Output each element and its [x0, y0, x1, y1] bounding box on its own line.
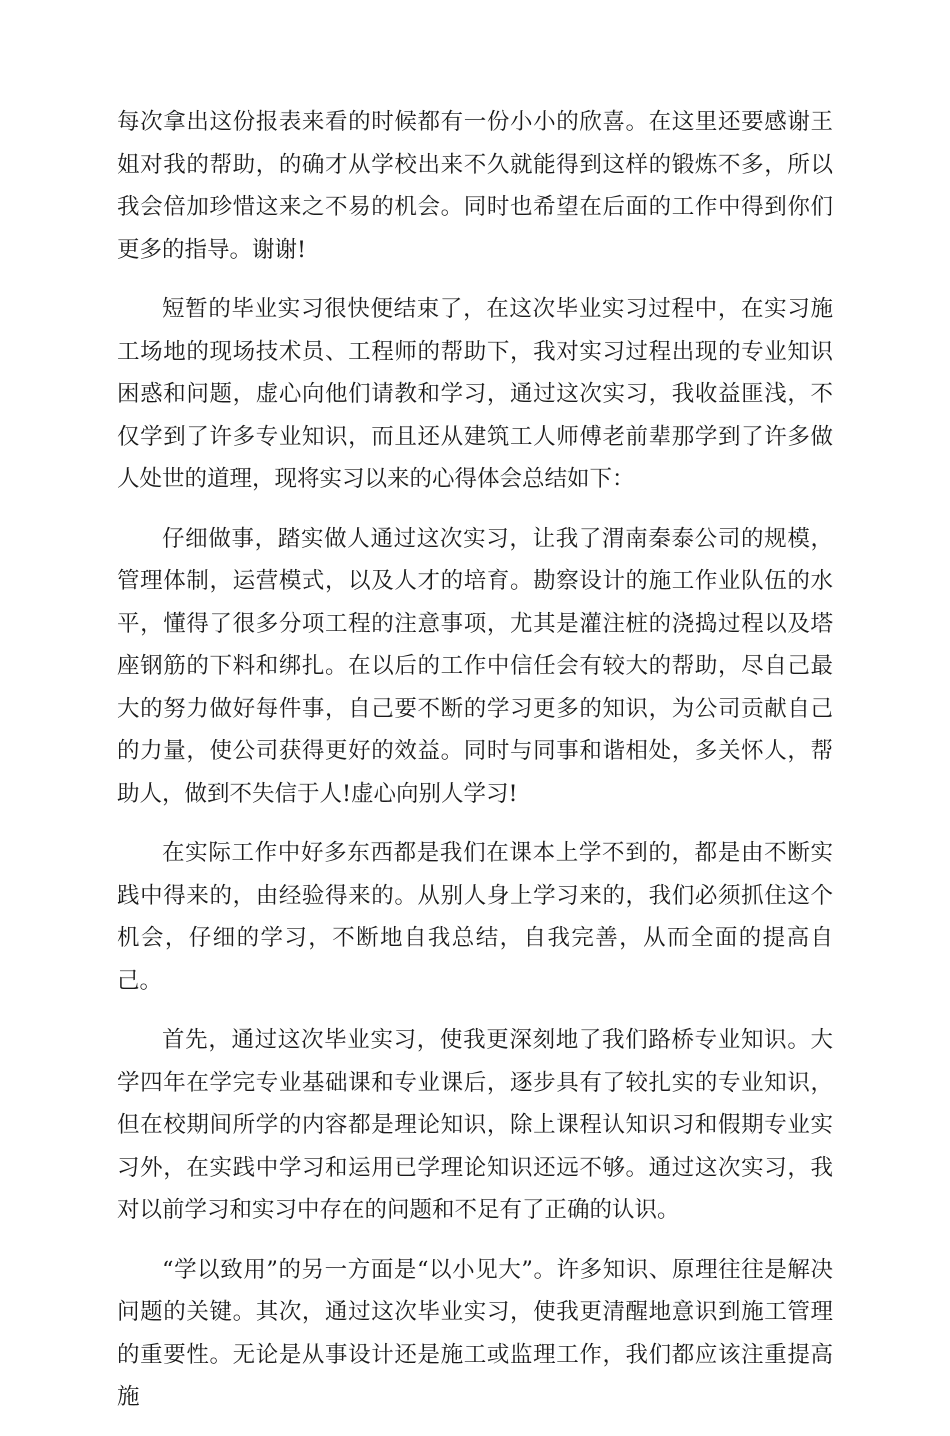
- paragraph: 短暂的毕业实习很快便结束了，在这次毕业实习过程中，在实习施工场地的现场技术员、工程师的帮助下，我对实习过程出现的专业知识困惑和问题，虚心向他们请教和学习，通过这次实习，我收益匪浅，不仅学到了许多专业知识，而且还从建筑工人师傅老前辈那学到了许多做人处世的道理，现将实习以来的心得体会总结如下：: [117, 296, 833, 492]
- paragraph: 仔细做事，踏实做人通过这次实习，让我了渭南秦泰公司的规模，管理体制，运营模式，以及人才的培育。勘察设计的施工作业队伍的水平，懂得了很多分项工程的注意事项，尤其是灌注桩的浇捣过程以及塔座钢筋的下料和绑扎。在以后的工作中信任会有较大的帮助，尽自己最大的努力做好每件事，自己要不断的学习更多的知识，为公司贡献自己的力量，使公司获得更好的效益。同时与同事和谐相处，多关怀人，帮助人，做到不失信于人!虚心向别人学习!: [117, 525, 833, 807]
- paragraph: 在实际工作中好多东西都是我们在课本上学不到的，都是由不断实践中得来的，由经验得来的。从别人身上学习来的，我们必须抓住这个机会，仔细的学习，不断地自我总结，自我完善，从而全面的提高自己。: [117, 840, 833, 994]
- paragraph: 首先，通过这次毕业实习，使我更深刻地了我们路桥专业知识。大学四年在学完专业基础课和专业课后，逐步具有了较扎实的专业知识，但在校期间所学的内容都是理论知识，除上课程认知识习和假期专业实习外，在实践中学习和运用已学理论知识还远不够。通过这次实习，我对以前学习和实习中存在的问题和不足有了正确的认识。: [117, 1027, 833, 1223]
- paragraph: “学以致用”的另一方面是“以小见大”。许多知识、原理往往是解决问题的关键。其次，通过这次毕业实习，使我更清醒地意识到施工管理的重要性。无论是从事设计还是施工或监理工作，我们都应该注重提高施: [117, 1256, 833, 1410]
- document-body: [117, 101, 833, 1436]
- paragraph-continuation: 每次拿出这份报表来看的时候都有一份小小的欣喜。在这里还要感谢王姐对我的帮助，的确才从学校出来不久就能得到这样的锻炼不多，所以我会倍加珍惜这来之不易的机会。同时也希望在后面的工作中得到你们更多的指导。谢谢!: [117, 109, 833, 263]
